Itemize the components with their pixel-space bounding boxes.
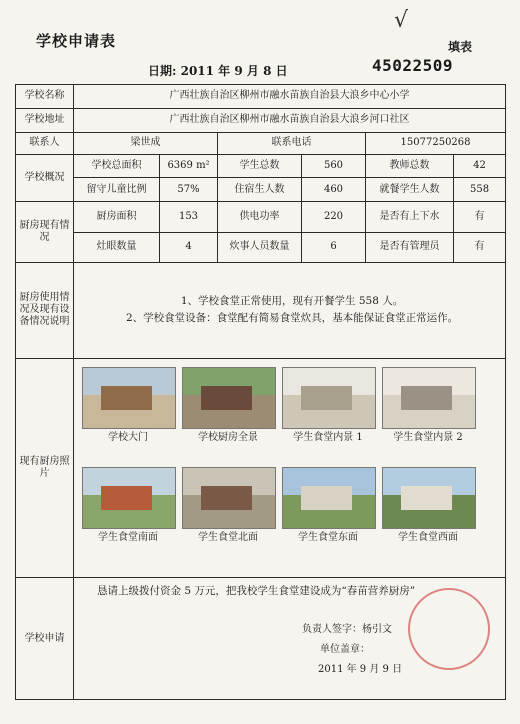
photo-caption: 学生食堂南面 bbox=[98, 531, 158, 543]
water-value: 有 bbox=[454, 202, 506, 232]
water-label: 是否有上下水 bbox=[366, 202, 454, 232]
manager-value: 有 bbox=[454, 232, 506, 262]
photo-image bbox=[82, 367, 176, 429]
kitchen-area-value: 153 bbox=[160, 202, 218, 232]
seal-label: 单位盖章： bbox=[320, 644, 370, 656]
stove-label: 灶眼数量 bbox=[74, 232, 160, 262]
check-mark: √ bbox=[394, 8, 409, 33]
photo-caption: 学校厨房全景 bbox=[198, 431, 258, 443]
form-date: 日期: 2011 年 9 月 8 日 bbox=[148, 64, 288, 78]
photo-caption: 学生食堂东面 bbox=[298, 531, 358, 543]
apply-label: 学校申请 bbox=[16, 578, 74, 700]
manager-label: 是否有管理员 bbox=[366, 232, 454, 262]
boarding-value: 460 bbox=[302, 178, 366, 202]
photos-cell bbox=[74, 358, 506, 577]
students-label: 学生总数 bbox=[218, 154, 302, 178]
cooks-label: 炊事人员数量 bbox=[218, 232, 302, 262]
photo-caption: 学生食堂内景 2 bbox=[393, 431, 463, 443]
power-label: 供电功率 bbox=[218, 202, 302, 232]
photo-caption: 学生食堂北面 bbox=[198, 531, 258, 543]
photo-image bbox=[282, 367, 376, 429]
apply-text: 恳请上级拨付资金 5 万元，把我校学生食堂建设成为“春苗营养厨房” bbox=[97, 585, 416, 598]
usage-description bbox=[74, 263, 506, 359]
address-label: 学校地址 bbox=[16, 108, 74, 132]
photo-image bbox=[382, 467, 476, 529]
photo-image bbox=[182, 467, 276, 529]
boarding-label: 住宿生人数 bbox=[218, 178, 302, 202]
power-value: 220 bbox=[302, 202, 366, 232]
teachers-label: 教师总数 bbox=[366, 154, 454, 178]
leftbehind-label: 留守儿童比例 bbox=[74, 178, 160, 202]
overview-label: 学校概况 bbox=[16, 154, 74, 202]
school-name-label: 学校名称 bbox=[16, 85, 74, 109]
contact-label: 联系人 bbox=[16, 132, 74, 154]
usage-label: 厨房使用情况及现有设备情况说明 bbox=[16, 263, 74, 359]
page-title: 学校申请表 bbox=[36, 32, 117, 50]
meal-label: 就餐学生人数 bbox=[366, 178, 454, 202]
photo-image bbox=[382, 367, 476, 429]
photo-caption: 学生食堂内景 1 bbox=[293, 431, 363, 443]
photo-item bbox=[282, 367, 374, 444]
leftbehind-value: 57% bbox=[160, 178, 218, 202]
photo-item bbox=[282, 467, 374, 544]
area-label: 学校总面积 bbox=[74, 154, 160, 178]
sign-date: 2011 年 9 月 9 日 bbox=[318, 664, 403, 676]
photo-grid bbox=[74, 359, 505, 577]
official-seal bbox=[408, 588, 490, 670]
photo-image bbox=[182, 367, 276, 429]
signer: 负责人签字：杨引文 bbox=[302, 624, 392, 636]
photo-item bbox=[82, 367, 174, 444]
area-value: 6369 m² bbox=[160, 154, 218, 178]
phone-value: 15077250268 bbox=[366, 132, 506, 154]
photo-item bbox=[82, 467, 174, 544]
form-code: 45022509 bbox=[372, 56, 454, 75]
phone-label: 联系电话 bbox=[218, 132, 366, 154]
photo-item bbox=[182, 467, 274, 544]
photo-caption: 学生食堂西面 bbox=[398, 531, 458, 543]
cooks-value: 6 bbox=[302, 232, 366, 262]
kitchen-area-label: 厨房面积 bbox=[74, 202, 160, 232]
contact-value: 梁世成 bbox=[74, 132, 218, 154]
photo-item bbox=[382, 467, 474, 544]
photo-item bbox=[182, 367, 274, 444]
kitchen-label: 厨房现有情况 bbox=[16, 202, 74, 263]
photos-label: 现有厨房照片 bbox=[16, 358, 74, 577]
usage-line-2: 2、学校食堂设备：食堂配有简易食堂炊具，基本能保证食堂正常运作。 bbox=[125, 312, 459, 325]
fill-label: 填表 bbox=[448, 40, 473, 54]
photo-caption: 学校大门 bbox=[108, 431, 148, 443]
photo-item bbox=[382, 367, 474, 444]
photo-image bbox=[82, 467, 176, 529]
school-name-value: 广西壮族自治区柳州市融水苗族自治县大浪乡中心小学 bbox=[74, 85, 506, 109]
teachers-value: 42 bbox=[454, 154, 506, 178]
usage-line-1: 1、学校食堂正常使用，现有开餐学生 558 人。 bbox=[180, 295, 404, 308]
address-value: 广西壮族自治区柳州市融水苗族自治县大浪乡河口社区 bbox=[74, 108, 506, 132]
stove-value: 4 bbox=[160, 232, 218, 262]
students-value: 560 bbox=[302, 154, 366, 178]
photo-image bbox=[282, 467, 376, 529]
meal-value: 558 bbox=[454, 178, 506, 202]
